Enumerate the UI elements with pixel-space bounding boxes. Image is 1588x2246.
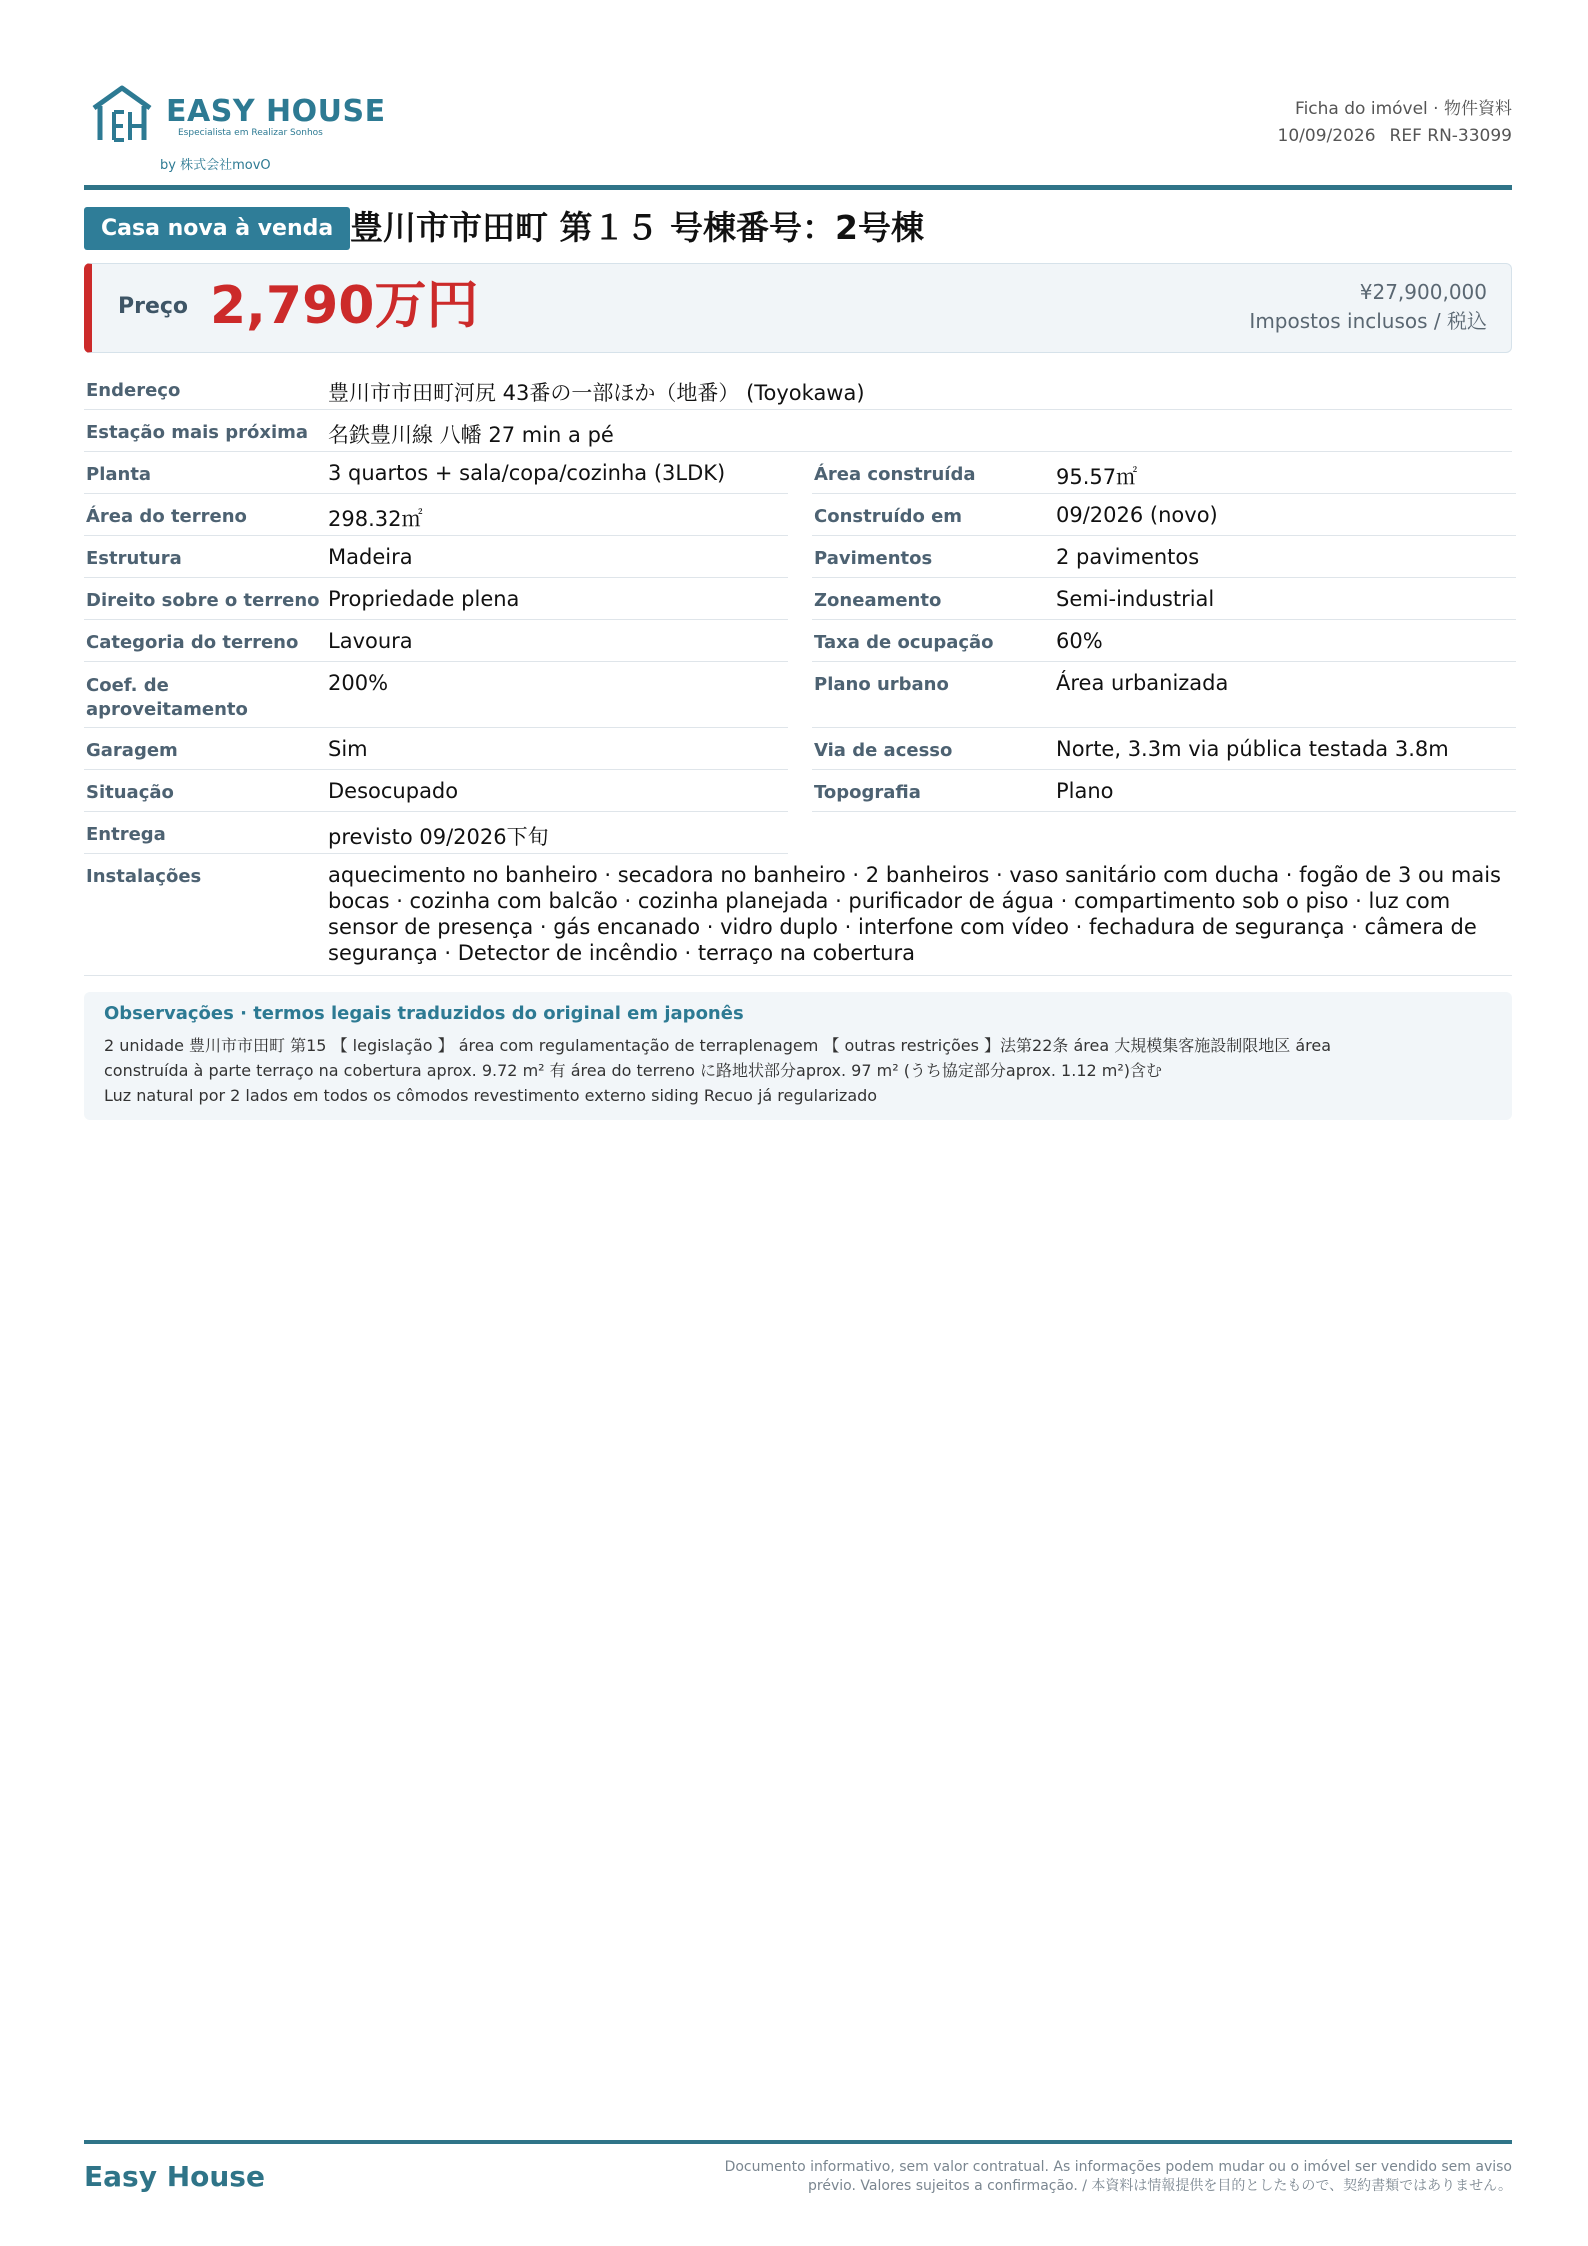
spec-status bbox=[84, 770, 788, 812]
spec-access bbox=[812, 728, 1516, 770]
spec-value: Lavoura bbox=[328, 629, 413, 653]
notes-body bbox=[104, 1033, 1496, 1108]
spec-value: 95.57㎡ bbox=[1056, 465, 1138, 489]
spec-row-pair bbox=[84, 812, 1512, 854]
price-label: Preço bbox=[118, 294, 189, 319]
spec-label: Área construída bbox=[814, 464, 976, 485]
price-details bbox=[1249, 278, 1487, 336]
spec-value: Área urbanizada bbox=[1056, 671, 1229, 695]
spec-zoning bbox=[812, 578, 1516, 620]
spec-label: Construído em bbox=[814, 506, 963, 527]
header bbox=[84, 80, 1512, 180]
spec-label: Instalações bbox=[86, 866, 202, 887]
spec-label: Estação mais próxima bbox=[86, 422, 309, 443]
spec-label: Garagem bbox=[86, 740, 178, 761]
spec-label: Planta bbox=[86, 464, 152, 485]
house-eh-icon bbox=[90, 84, 154, 144]
spec-row-pair bbox=[84, 452, 1512, 494]
spec-label: Entrega bbox=[86, 824, 166, 845]
spec-land-area bbox=[84, 494, 788, 536]
spec-structure bbox=[84, 536, 788, 578]
document-ref: REF RN-33099 bbox=[1389, 126, 1512, 146]
spec-row-facilities bbox=[84, 854, 1512, 976]
property-sheet bbox=[84, 0, 1512, 2246]
spec-row-pair bbox=[84, 536, 1512, 578]
spec-label: Coef. de aproveitamento bbox=[86, 675, 248, 720]
spec-floor-plan bbox=[84, 452, 788, 494]
footer-divider bbox=[84, 2140, 1512, 2144]
logo-tagline: Especialista em Realizar Sonhos bbox=[178, 128, 323, 138]
listing-type-badge: Casa nova à venda bbox=[84, 207, 350, 250]
spec-value: Plano bbox=[1056, 779, 1114, 803]
spec-label: Situação bbox=[86, 782, 174, 803]
spec-value: 名鉄豊川線 八幡 27 min a pé bbox=[328, 423, 614, 447]
spec-label: Pavimentos bbox=[814, 548, 933, 569]
spec-value: 2 pavimentos bbox=[1056, 545, 1200, 569]
spec-value: 09/2026 (novo) bbox=[1056, 503, 1218, 527]
spec-label: Endereço bbox=[86, 380, 181, 401]
spec-label: Área do terreno bbox=[86, 506, 247, 527]
spec-coverage bbox=[812, 620, 1516, 662]
spec-delivery bbox=[84, 812, 788, 854]
spec-table bbox=[84, 368, 1512, 976]
spec-row-address bbox=[84, 368, 1512, 410]
spec-value: 298.32㎡ bbox=[328, 507, 423, 531]
spec-value: Madeira bbox=[328, 545, 413, 569]
spec-label: Taxa de ocupação bbox=[814, 632, 994, 653]
spec-value: 60% bbox=[1056, 629, 1103, 653]
document-meta bbox=[1278, 96, 1512, 150]
spec-urban-plan bbox=[812, 662, 1516, 728]
property-title: 豊川市市田町 第１５ 号棟番号：2号棟 bbox=[350, 208, 924, 247]
spec-row-pair bbox=[84, 494, 1512, 536]
disclaimer-line: Documento informativo, sem valor contratual. As informações podem mudar ou o imóvel ser vendido sem aviso bbox=[724, 2159, 1512, 2175]
notes-line: 2 unidade 豊川市市田町 第15 【 legislação 】 área com regulamentação de terraplenagem 【 outras restrições 】法第22条 área 大規模集客施設制限地区 área bbox=[104, 1036, 1332, 1055]
price-yen: ¥27,900,000 bbox=[1359, 280, 1487, 304]
spec-label: Estrutura bbox=[86, 548, 182, 569]
logo bbox=[90, 84, 386, 174]
notes-line: Luz natural por 2 lados em todos os cômodos revestimento externo siding Recuo já regularizado bbox=[104, 1086, 878, 1105]
disclaimer-line: prévio. Valores sujeitos a confirmação. / 本資料は情報提供を目的としたもので、契約書類ではありません。 bbox=[808, 2178, 1512, 2194]
spec-label: Via de acesso bbox=[814, 740, 953, 761]
footer-brand: Easy House bbox=[84, 2160, 265, 2193]
spec-row-pair bbox=[84, 578, 1512, 620]
spec-value: Desocupado bbox=[328, 779, 459, 803]
price-value: 2,790万円 bbox=[210, 276, 479, 336]
spec-row-pair bbox=[84, 770, 1512, 812]
spec-floors bbox=[812, 536, 1516, 578]
spec-value: previsto 09/2026下旬 bbox=[328, 825, 549, 849]
header-divider bbox=[84, 185, 1512, 190]
spec-built-in bbox=[812, 494, 1516, 536]
spec-value: 豊川市市田町河尻 43番の一部ほか（地番） (Toyokawa) bbox=[328, 381, 865, 405]
spec-label: Direito sobre o terreno bbox=[86, 590, 320, 611]
spec-value: 200% bbox=[328, 671, 389, 695]
footer-disclaimer bbox=[612, 2158, 1512, 2196]
spec-value: Norte, 3.3m via pública testada 3.8m bbox=[1056, 737, 1449, 761]
spec-value: aquecimento no banheiro · secadora no banheiro · 2 banheiros · vaso sanitário com ducha · fogão de 3 ou mais bocas · cozinha com balcão · cozinha planejada · purificador de água · compartimento sob o piso · luz com sensor de presença · gás encanado · vidro duplo · interfone com vídeo · fechadura de segurança · câmera de segurança · Detector de incêndio · terraço na cobertura bbox=[328, 863, 1501, 965]
spec-label: Topografia bbox=[814, 782, 921, 803]
spec-topography bbox=[812, 770, 1516, 812]
document-date-ref bbox=[1278, 123, 1512, 150]
title-row bbox=[84, 207, 1512, 251]
spec-label: Categoria do terreno bbox=[86, 632, 299, 653]
logo-brand: EASY HOUSE bbox=[166, 94, 386, 129]
spec-far bbox=[84, 662, 788, 728]
price-tax-note: Impostos inclusos / 税込 bbox=[1249, 309, 1487, 333]
document-date: 10/09/2026 bbox=[1277, 126, 1376, 146]
document-type: Ficha do imóvel · 物件資料 bbox=[1295, 99, 1512, 119]
spec-value: Propriedade plena bbox=[328, 587, 520, 611]
spec-land-category bbox=[84, 620, 788, 662]
notes-box bbox=[84, 992, 1512, 1120]
spec-land-rights bbox=[84, 578, 788, 620]
spec-label: Plano urbano bbox=[814, 674, 949, 695]
notes-line: construída à parte terraço na cobertura aprox. 9.72 m² 有 área do terreno に路地状部分aprox. 97 m² (うち協定部分aprox. 1.12 m²)含む bbox=[104, 1061, 1163, 1080]
spec-built-area bbox=[812, 452, 1516, 494]
notes-title: Observações · termos legais traduzidos do original em japonês bbox=[104, 1003, 744, 1024]
spec-value: Semi-industrial bbox=[1056, 587, 1215, 611]
price-box bbox=[84, 263, 1512, 353]
spec-label: Zoneamento bbox=[814, 590, 942, 611]
spec-value: 3 quartos + sala/copa/cozinha (3LDK) bbox=[328, 461, 726, 485]
spec-row-station bbox=[84, 410, 1512, 452]
spec-row-pair bbox=[84, 620, 1512, 662]
spec-garage bbox=[84, 728, 788, 770]
logo-company: by 株式会社movO bbox=[160, 158, 271, 173]
spec-value: Sim bbox=[328, 737, 368, 761]
spec-row-pair bbox=[84, 662, 1512, 728]
spec-row-pair bbox=[84, 728, 1512, 770]
